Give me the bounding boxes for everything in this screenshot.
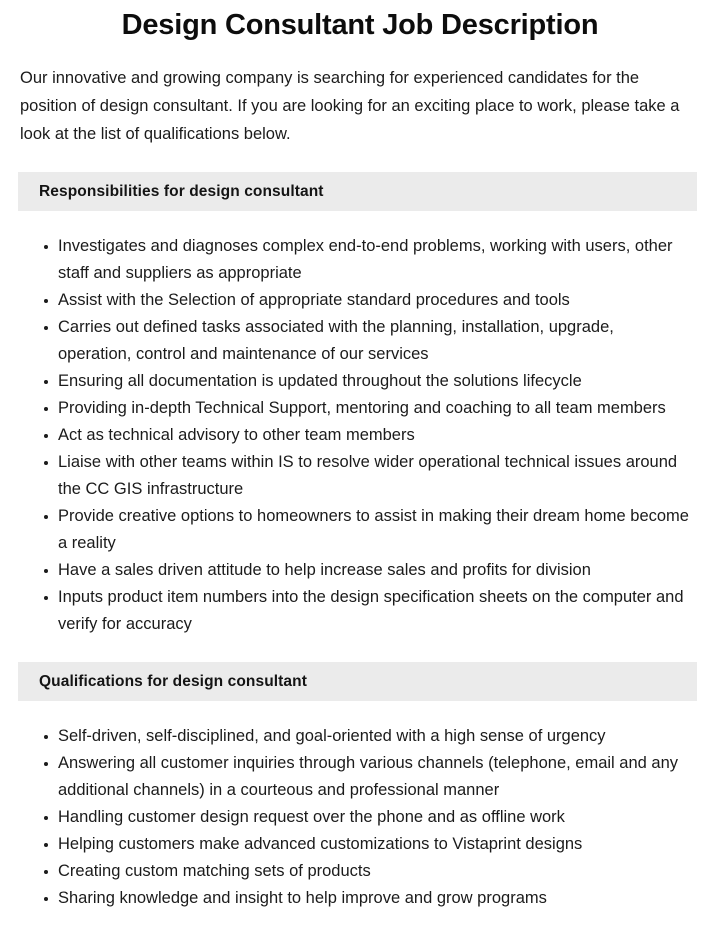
list-item: Ensuring all documentation is updated throughout the solutions lifecycle xyxy=(0,368,720,395)
section-qualifications xyxy=(0,662,720,912)
qualifications-list xyxy=(0,723,720,912)
list-item: Sharing knowledge and insight to help improve and grow programs xyxy=(0,885,720,912)
list-item: Have a sales driven attitude to help increase sales and profits for division xyxy=(0,557,720,584)
intro-paragraph: Our innovative and growing company is searching for experienced candidates for the position of design consultant. If you are looking for an exciting place to work, please take a look at the list of qualifications below. xyxy=(20,69,680,143)
list-item: Liaise with other teams within IS to resolve wider operational technical issues around the CC GIS infrastructure xyxy=(0,449,720,503)
list-item: Self-driven, self-disciplined, and goal-oriented with a high sense of urgency xyxy=(0,723,720,750)
list-item: Assist with the Selection of appropriate standard procedures and tools xyxy=(0,287,720,314)
list-item: Investigates and diagnoses complex end-to-end problems, working with users, other staff and suppliers as appropriate xyxy=(0,233,720,287)
section-header-qualifications xyxy=(18,662,697,701)
section-heading-label: Qualifications for design consultant xyxy=(39,672,307,690)
list-item: Helping customers make advanced customizations to Vistaprint designs xyxy=(0,831,720,858)
list-item: Inputs product item numbers into the design specification sheets on the computer and verify for accuracy xyxy=(0,584,720,638)
section-header-responsibilities xyxy=(18,172,697,211)
section-heading-label: Responsibilities for design consultant xyxy=(39,182,324,200)
list-item: Answering all customer inquiries through various channels (telephone, email and any additional channels) in a courteous and professional manner xyxy=(0,750,720,804)
page-title: Design Consultant Job Description xyxy=(121,9,599,41)
responsibilities-list xyxy=(0,233,720,638)
section-responsibilities xyxy=(0,172,720,638)
list-item: Provide creative options to homeowners to assist in making their dream home become a reality xyxy=(0,503,720,557)
list-item: Handling customer design request over the phone and as offline work xyxy=(0,804,720,831)
list-item: Carries out defined tasks associated with the planning, installation, upgrade, operation, control and maintenance of our services xyxy=(0,314,720,368)
list-item: Providing in-depth Technical Support, mentoring and coaching to all team members xyxy=(0,395,720,422)
list-item: Creating custom matching sets of products xyxy=(0,858,720,885)
list-item: Act as technical advisory to other team members xyxy=(0,422,720,449)
